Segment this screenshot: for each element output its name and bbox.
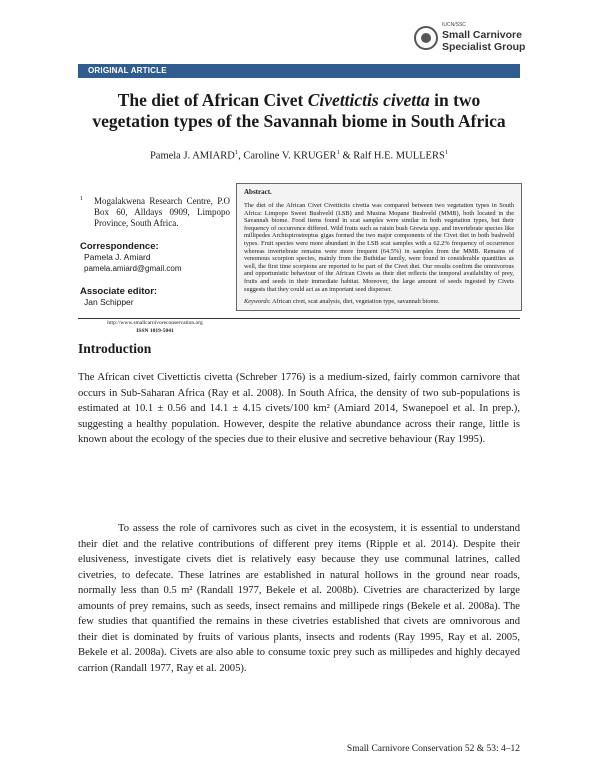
- author-1: Pamela J. AMIARD: [149, 150, 235, 162]
- author-2-sup: 1: [336, 149, 340, 156]
- intro-paragraph-1: The African civet Civettictis civetta (Schreber 1776) is a medium-sized, fairly common carnivore that occurs in Sub-Saharan Africa (Ray et al. 2008). In South Africa, the density of two sub-populations is estimated at 10.1 ± 0.56 and 14.1 ± 4.15 civets/100 km² (Amiard 2014, Swanepoel et al. In prep.), suggesting a healthy population. However, despite the relative abundance across their range, little is known about the ecology of the species due to their elusive and secretive behaviour (Ray 1995).: [78, 372, 520, 445]
- logo-line1: Small Carnivore: [442, 29, 522, 41]
- logo-iucn: IUCN/SSC: [442, 22, 466, 28]
- author-list: [78, 149, 520, 162]
- csg-logo: [414, 18, 564, 58]
- left-sidebar: [80, 196, 230, 334]
- author-3: & Ralf H.E. MULLERS: [339, 150, 445, 162]
- affiliation: [80, 196, 230, 229]
- affiliation-text: Mogalakwena Research Centre, P.O Box 60, Alldays 0909, Limpopo Province, South Africa.: [94, 196, 230, 228]
- author-1-sup: 1: [234, 149, 239, 156]
- editor-heading: Associate editor:: [80, 286, 158, 297]
- keywords-text: : African civet, scat analysis, diet, vegetation type, savannah biome.: [268, 298, 440, 306]
- title-species: Civettictis civetta: [307, 90, 430, 110]
- section-divider: [78, 318, 520, 319]
- logo-line2: Specialist Group: [442, 41, 526, 53]
- csg-emblem-icon: [414, 26, 438, 50]
- correspondence-heading: Correspondence:: [80, 241, 159, 252]
- title-part1: The diet of African Civet: [117, 90, 308, 110]
- author-2: , Caroline V. KRUGER: [238, 150, 337, 162]
- correspondence-email[interactable]: pamela.amiard@gmail.com: [84, 264, 182, 273]
- issn: ISSN 1019-5041: [136, 328, 174, 334]
- introduction-heading: Introduction: [78, 341, 152, 356]
- article-type-label: ORIGINAL ARTICLE: [88, 66, 167, 75]
- correspondence-name: Pamela J. Amiard: [84, 252, 151, 262]
- intro-paragraph-2: To assess the role of carnivores such as civet in the ecosystem, it is essential to understand their diet and the relative contributions of different prey items (Ripple et al. 2014). Despite their elusiveness, investigate civets diet is relatively easy because they use communal latrines, called civetries, to defecate. These latrines are established in natural hollows in the ground near roads, normally less than 0.5 m² (Randall 1977, Bekele et al. 2008b). Civetries are characterized by large amounts of prey remains, such as seeds, insect remains and millipede rings (Bekele et al. 2008a). The few studies that quantified the remains in these civetries established that civets are omnivorous and their diet is dominated by fruits of various plants, insects and rodents (Ray 1995, Ray et al. 2005, Bekele et al. 2008a). Civets are also able to consume toxic prey such as millipedes and highly decayed carrion (Randall 1977, Ray et al. 2005).: [78, 523, 520, 674]
- journal-footer: Small Carnivore Conservation 52 & 53: 4–12: [346, 744, 520, 754]
- editor-name: Jan Schipper: [84, 297, 134, 307]
- journal-url[interactable]: http://www.smallcarnivoreconservation.org: [107, 320, 203, 326]
- abstract-box: [236, 183, 522, 311]
- author-3-sup: 1: [444, 149, 449, 156]
- paper-title: [78, 90, 520, 132]
- keywords-label: Keywords: [244, 298, 269, 306]
- abstract-text: The diet of the African Civet Civettictis civetta was compared between two vegetation types in South Africa: Limpopo Sweet Bushveld (LSB) and Musina Mopane Bushveld (MMB), both located in the Savannah biome. Food items found in scat samples were similar in both vegetation types, but their frequency of occurrence differed. Wild fruits such as raisin bush Grewia spp. and invertebrate species like millipedes Archispirostreptus gigas formed the two major components of the Civet diet in both bushveld types. Fruit species were more abundant in the LSB scat samples with a 62.2% frequency of occurrence whereas invertebrate remains were more frequent (64.5%) in samples from the MMB. Remains of venomous scorpion species, mainly from the Buthidae family, were found in considerable quantities as well, the first time scorpions are reported to be part of the Civet diet. Our results confirm the omnivorous and opportunistic behaviour of the African Civets as their diet reflects the temporal availability of prey, fruits and seeds in their immediate habitat. Moreover, the large amount of seeds ingested by Civets suggests that they could act as an important seed disperser.: [244, 202, 514, 293]
- affiliation-number: 1: [80, 196, 83, 202]
- title-part2: in two vegetation types of the Savannah biome in South Africa: [92, 90, 506, 131]
- abstract-heading: Abstract.: [244, 188, 272, 196]
- keywords: [244, 298, 514, 305]
- article-type-banner: [78, 64, 520, 78]
